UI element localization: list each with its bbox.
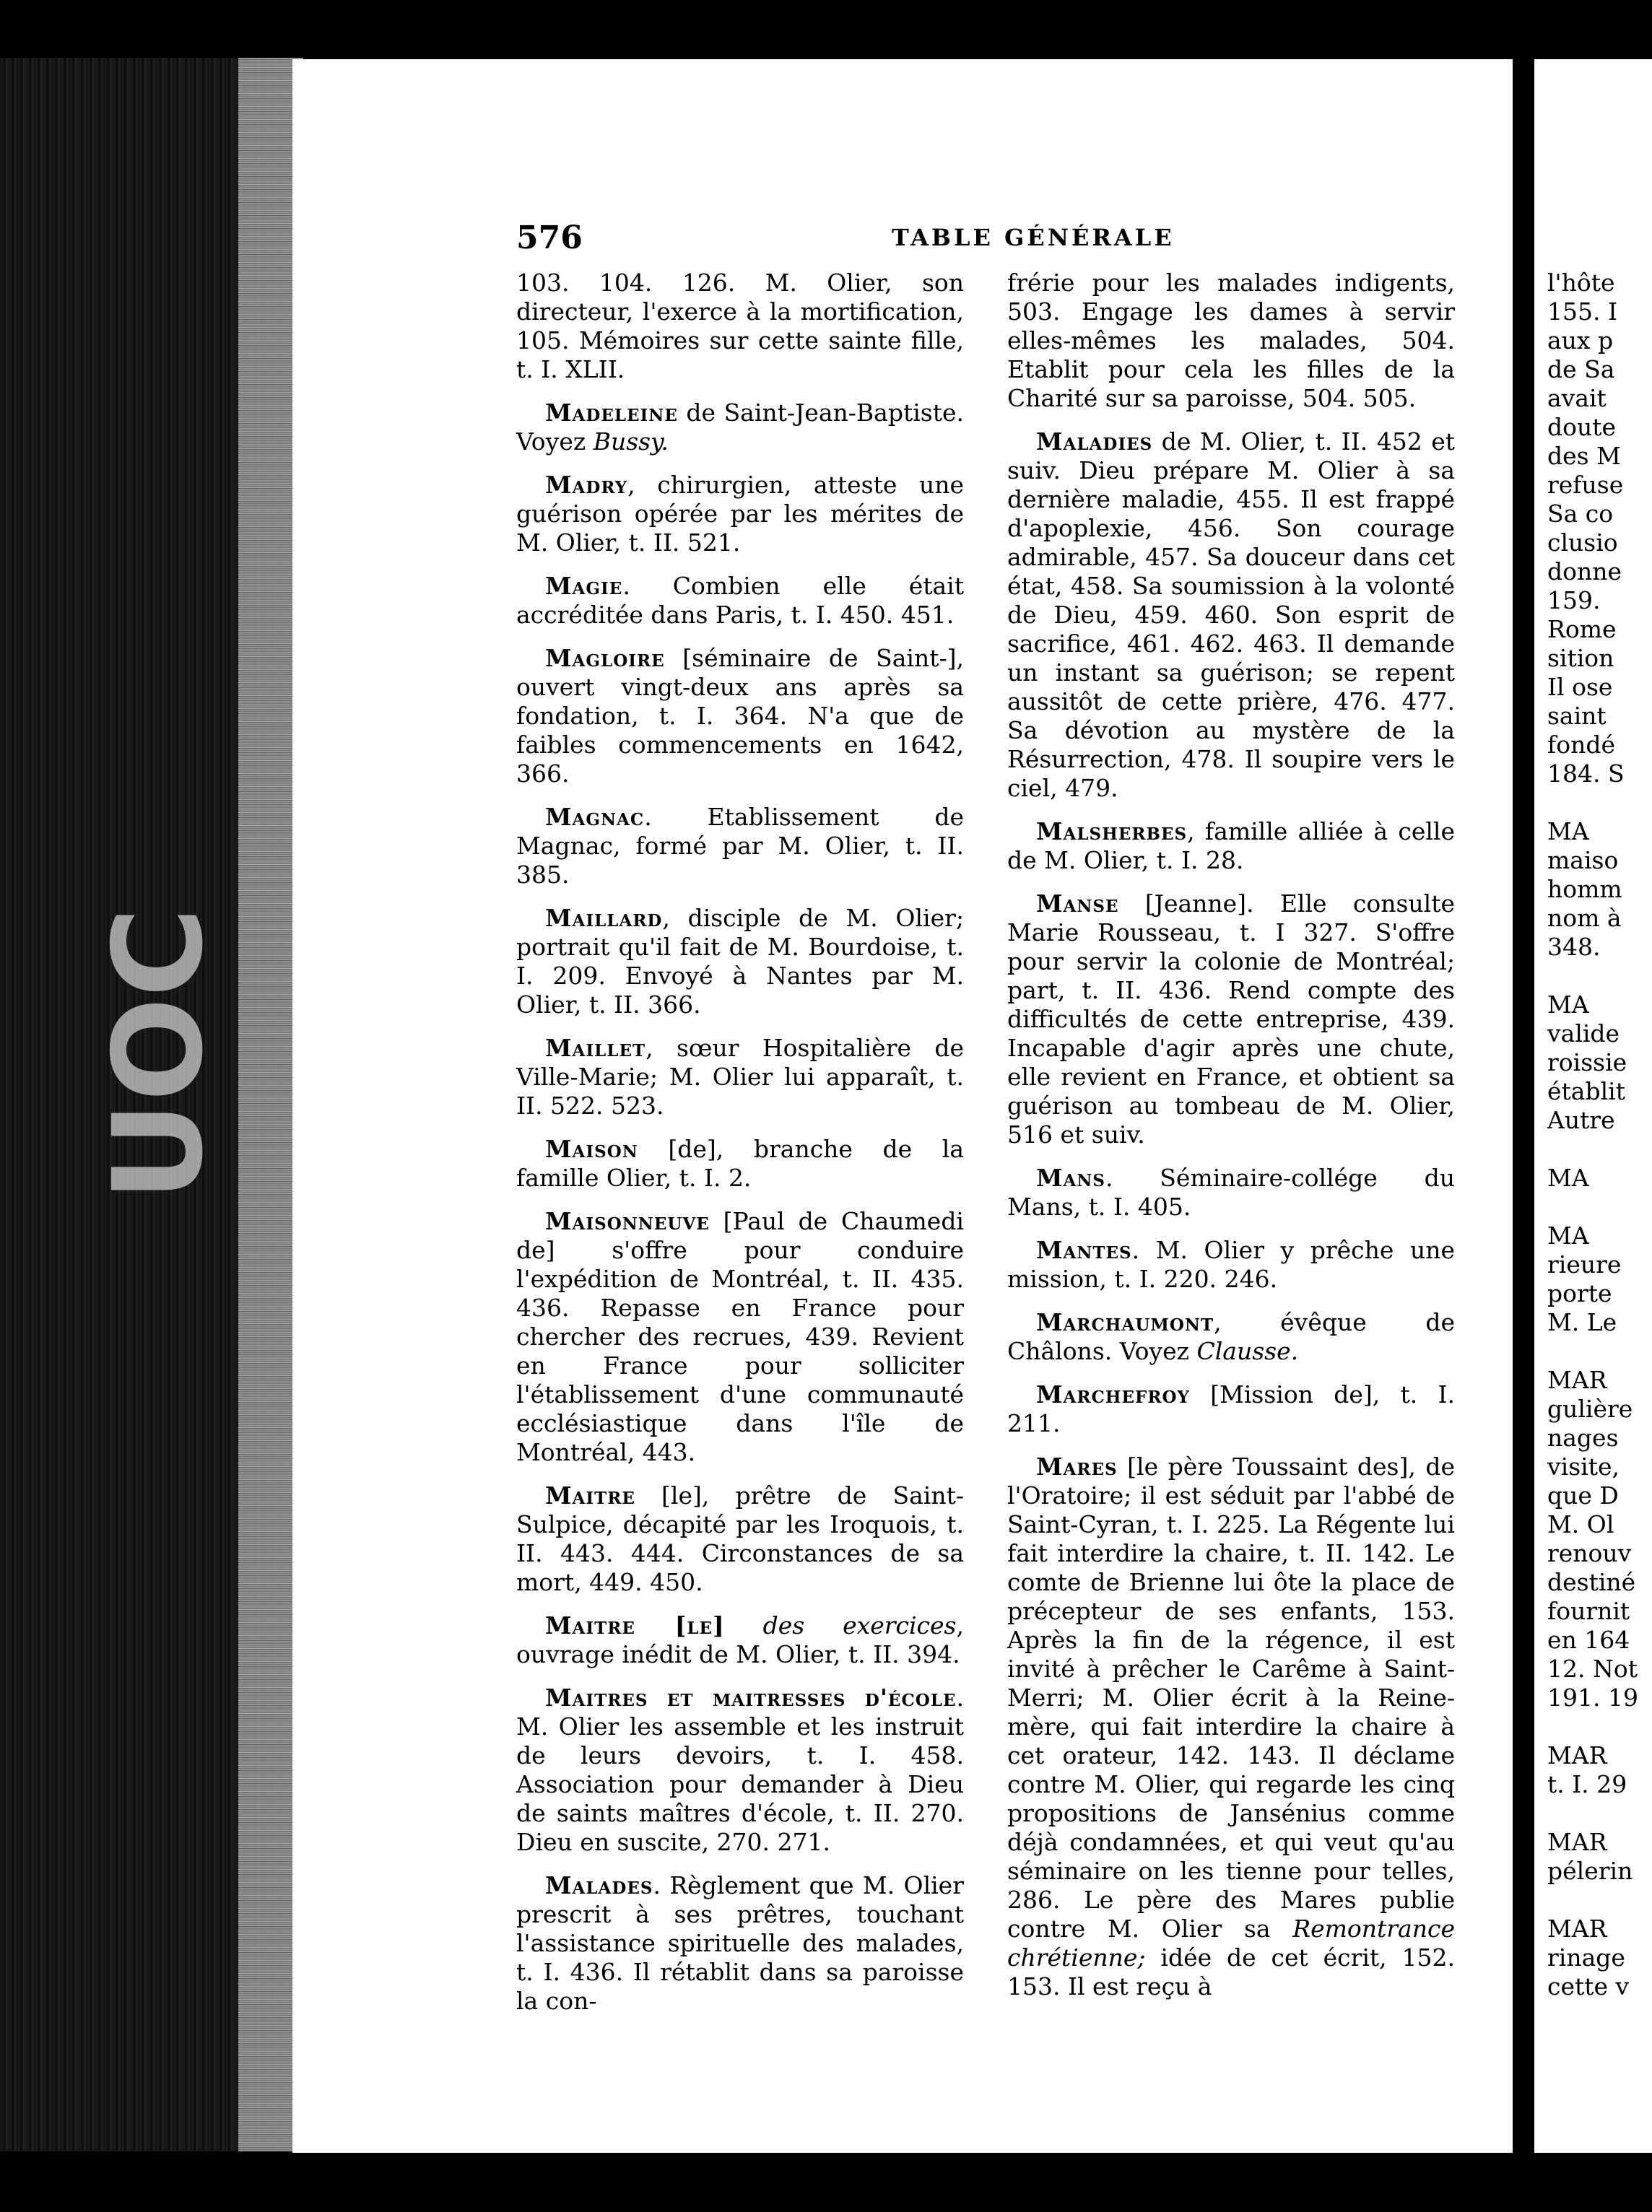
entry-text-continued: , ouvrage inédit de M. Olier, t. II. 394. — [516, 1611, 964, 1668]
entry-headword: Marchefroy — [1036, 1380, 1190, 1408]
fragment-line: en 164 — [1547, 1626, 1630, 1654]
index-entry — [1007, 817, 1455, 875]
fragment-line: refuse — [1547, 471, 1624, 499]
entry-text: , famille alliée à celle de M. Olier, t. I. 28. — [1007, 817, 1455, 874]
index-column-right — [1007, 269, 1455, 2016]
index-entry — [1007, 1236, 1455, 1294]
fragment-line: saint — [1547, 702, 1607, 730]
fragment-line: nom à — [1547, 904, 1622, 932]
fragment-line: MAR — [1547, 1741, 1607, 1769]
entry-text: , sœur Hospitalière de Ville-Marie; M. Olier lui apparaît, t. II. 522. 523. — [516, 1034, 964, 1120]
fragment-line: clusio — [1547, 528, 1618, 557]
fragment-line: renouv — [1547, 1539, 1632, 1567]
index-entry — [516, 399, 964, 456]
index-entry — [1007, 1453, 1455, 2001]
entry-headword: Maison — [545, 1135, 638, 1163]
entry-reference: Bussy. — [593, 427, 669, 456]
fragment-line — [1547, 1799, 1652, 1828]
fragment-line: de Sa — [1547, 355, 1615, 383]
fragment-line — [1547, 788, 1652, 817]
entry-headword: Mantes — [1036, 1236, 1132, 1264]
page-header — [516, 219, 1455, 263]
index-entry — [516, 904, 964, 1019]
fragment-line: aux p — [1547, 326, 1614, 354]
fragment-line: maiso — [1547, 846, 1619, 874]
index-column-left — [516, 269, 964, 2030]
fragment-line: M. Le — [1547, 1308, 1617, 1336]
fragment-line: fondé — [1547, 731, 1615, 759]
right-page-text — [1547, 269, 1652, 2001]
fragment-line: MA — [1547, 990, 1589, 1019]
index-entry — [516, 1611, 964, 1669]
entry-headword: Maitre [le] — [545, 1611, 725, 1640]
entry-text: [Paul de Chaumedi de] s'offre pour conduire l'expédition de Montréal, t. II. 435. 436. Repasse en France pour chercher des recrues, 439. Revient en France pour solliciter l'établissement d'une communauté ecclésiastique dans l'île de Montréal, 443. — [516, 1207, 964, 1466]
fragment-line: avait — [1547, 384, 1607, 412]
fragment-line: valide — [1547, 1019, 1620, 1048]
entry-text: . M. Olier les assemble et les instruit de leurs devoirs, t. I. 458. Association pour demander à Dieu de saints maîtres d'école, t. II. 270. Dieu en suscite, 270. 271. — [516, 1684, 964, 1856]
entry-text — [725, 1611, 763, 1640]
fragment-line: MAR — [1547, 1366, 1607, 1394]
entry-text: [le], prêtre de Saint-Sulpice, décapité par les Iroquois, t. II. 443. 444. Circonstances de sa mort, 449. 450. — [516, 1481, 964, 1596]
entry-text: , chirurgien, atteste une guérison opérée par les mérites de M. Olier, t. II. 521. — [516, 471, 964, 557]
entry-text: frérie pour les malades indigents, 503. Engage les dames à servir elles-mêmes les malades, 504. Etablit pour cela les filles de la Charité sur sa paroisse, 504. 505. — [1007, 269, 1455, 412]
entry-text: , disciple de M. Olier; portrait qu'il fait de M. Bourdoise, t. I. 209. Envoyé à Nantes par M. Olier, t. II. 366. — [516, 904, 964, 1019]
index-entry — [516, 1481, 964, 1597]
index-entry — [516, 1135, 964, 1193]
index-entry — [1007, 889, 1455, 1149]
fragment-line: que D — [1547, 1481, 1619, 1510]
entry-text: de M. Olier, t. II. 452 et suiv. Dieu prépare M. Olier à sa dernière maladie, 455. Il est frappé d'apoplexie, 456. Son courage admirable, 457. Sa douceur dans cet état, 458. Sa soumission à la volonté de Dieu, 459. 460. Son esprit de sacrifice, 461. 462. 463. Il demande un instant sa guérison; se repent aussitôt de cette prière, 476. 477. Sa dévotion au mystère de la Résurrection, 478. Il soupire vers le ciel, 479. — [1007, 427, 1455, 802]
fragment-line: MAR — [1547, 1915, 1607, 1943]
fragment-line: gulière — [1547, 1395, 1633, 1423]
fragment-line — [1547, 1712, 1652, 1741]
entry-headword: Magloire — [545, 644, 665, 672]
fragment-line: MA — [1547, 1164, 1589, 1192]
entry-headword: Madeleine — [545, 399, 678, 427]
fragment-line: 159. — [1547, 586, 1601, 614]
entry-reference: des exercices — [762, 1611, 957, 1640]
left-page — [292, 59, 1513, 2153]
entry-text: . M. Olier y prêche une mission, t. I. 220. 246. — [1007, 1236, 1455, 1293]
entry-text: , évêque de Châlons. Voyez — [1007, 1308, 1455, 1365]
fragment-line: MAR — [1547, 1828, 1607, 1856]
entry-text: [Jeanne]. Elle consulte Marie Rousseau, t. I 327. S'offre pour servir la colonie de Montréal; part, t. II. 436. Rend compte des difficultés de cette entreprise, 439. Incapable d'agir après une chute, elle revient en France, et obtient sa guérison au tombeau de M. Olier, 516 et suiv. — [1007, 889, 1455, 1149]
index-entry — [516, 1871, 964, 2016]
index-entry — [516, 1684, 964, 1857]
entry-headword: Manse — [1036, 889, 1119, 918]
fragment-line: pélerin — [1547, 1857, 1633, 1885]
index-entry — [1007, 1380, 1455, 1438]
fragment-line: des M — [1547, 442, 1621, 470]
fragment-line: homm — [1547, 875, 1622, 903]
index-entry — [1007, 269, 1455, 413]
entry-headword: Magnac — [545, 803, 645, 831]
fragment-line — [1547, 1886, 1652, 1915]
index-entry — [516, 269, 964, 384]
entry-headword: Malades — [545, 1871, 653, 1899]
fragment-line: l'hôte — [1547, 269, 1615, 297]
fragment-line: Autre — [1547, 1106, 1615, 1134]
entry-headword: Marchaumont — [1036, 1308, 1214, 1336]
fragment-line: sition — [1547, 644, 1614, 672]
entry-headword: Magie — [545, 572, 623, 600]
fragment-line: cette v — [1547, 1972, 1630, 2000]
fragment-line: 184. S — [1547, 759, 1625, 788]
fragment-line: Rome — [1547, 615, 1617, 643]
entry-headword: Mans — [1036, 1164, 1106, 1192]
fragment-line: rieure — [1547, 1250, 1622, 1279]
fragment-line: Il ose — [1547, 673, 1613, 701]
fragment-line: établit — [1547, 1077, 1625, 1105]
fragment-line: rinage — [1547, 1943, 1625, 1972]
fragment-line: roissie — [1547, 1048, 1627, 1076]
fragment-line: porte — [1547, 1279, 1612, 1307]
right-page-fragment — [1534, 59, 1652, 2153]
entry-text: . Combien elle était accréditée dans Paris, t. I. 450. 451. — [516, 572, 964, 629]
index-entry — [516, 471, 964, 557]
entry-text: [le père Toussaint des], de l'Oratoire; il est séduit par l'abbé de Saint-Cyran, t. I. 225. La Régente lui fait interdire la chaire, t. II. 142. Le comte de Brienne lui ôte la place de précepteur de ses enfants, 153. Après la fin de la régence, il est invité à prêcher le Carême à Saint-Merri; M. Olier écrit à la Reine-mère, qui fait interdire la chaire à cet orateur, 142. 143. Il déclame contre M. Olier, qui regarde les cinq propositions de Jansénius comme déjà condamnées, et qui veut qu'au séminaire on les tienne pour telles, 286. Le père des Mares publie contre M. Olier sa — [1007, 1453, 1455, 1943]
entry-text: [séminaire de Saint-], ouvert vingt-deux ans après sa fondation, t. I. 364. N'a que de faibles commencements en 1642, 366. — [516, 644, 964, 788]
entry-headword: Maladies — [1036, 427, 1153, 456]
entry-headword: Maitres et maitresses d'école — [545, 1684, 957, 1712]
fragment-line: M. Ol — [1547, 1510, 1614, 1538]
fragment-line: Sa co — [1547, 500, 1614, 528]
entry-headword: Maillet — [545, 1034, 646, 1062]
index-entry — [516, 644, 964, 788]
fragment-line: doute — [1547, 413, 1617, 441]
index-entry — [1007, 1308, 1455, 1366]
fragment-line — [1547, 1337, 1652, 1366]
fragment-line: 155. I — [1547, 297, 1618, 326]
index-entry — [1007, 427, 1455, 803]
fragment-line: MA — [1547, 1222, 1589, 1250]
entry-text: de Saint-Jean-Baptiste. Voyez — [516, 399, 964, 456]
page-number: 576 — [516, 219, 583, 256]
fragment-line: nages — [1547, 1424, 1619, 1452]
fragment-line — [1547, 1193, 1652, 1222]
library-stamp: UOC — [87, 907, 230, 1201]
running-title: TABLE GÉNÉRALE — [892, 224, 1175, 251]
fragment-line: MA — [1547, 817, 1589, 845]
entry-text: 103. 104. 126. M. Olier, son directeur, l'exerce à la mortification, 105. Mémoires sur cette sainte fille, t. I. XLII. — [516, 269, 964, 383]
entry-headword: Maillard — [545, 904, 663, 932]
entry-headword: Malsherbes — [1036, 817, 1188, 845]
fragment-line: destiné — [1547, 1568, 1636, 1596]
fragment-line: t. I. 29 — [1547, 1770, 1627, 1798]
entry-text: . Règlement que M. Olier prescrit à ses prêtres, touchant l'assistance spirituelle des malades, t. I. 436. Il rétablit dans sa paroisse la con- — [516, 1871, 964, 2015]
entry-text-continued: idée de cet écrit, 152. 153. Il est reçu à — [1007, 1943, 1455, 2000]
index-entry — [516, 1207, 964, 1467]
fragment-line: donne — [1547, 557, 1622, 585]
entry-text: . Séminaire-collége du Mans, t. I. 405. — [1007, 1164, 1455, 1221]
fragment-line: 191. 19 — [1547, 1684, 1638, 1712]
fragment-line — [1547, 962, 1652, 990]
fragment-line: 12. Not — [1547, 1655, 1638, 1683]
entry-text: [Mission de], t. I. 211. — [1007, 1380, 1455, 1437]
entry-headword: Maitre — [545, 1481, 635, 1510]
index-entry — [1007, 1164, 1455, 1222]
fragment-line: 348. — [1547, 933, 1601, 961]
entry-headword: Madry — [545, 471, 628, 499]
index-entry — [516, 803, 964, 889]
entry-reference: Clausse. — [1196, 1337, 1299, 1365]
entry-text: [de], branche de la famille Olier, t. I. 2. — [516, 1135, 964, 1192]
index-entry — [516, 1034, 964, 1120]
entry-reference: Remontrance chrétienne; — [1007, 1915, 1455, 1972]
entry-text: . Etablissement de Magnac, formé par M. Olier, t. II. 385. — [516, 803, 964, 889]
entry-headword: Maisonneuve — [545, 1207, 710, 1235]
index-entry — [516, 572, 964, 630]
fragment-line: visite, — [1547, 1453, 1620, 1481]
entry-headword: Mares — [1036, 1453, 1118, 1481]
fragment-line — [1547, 1135, 1652, 1164]
fragment-line: fournit — [1547, 1597, 1630, 1625]
